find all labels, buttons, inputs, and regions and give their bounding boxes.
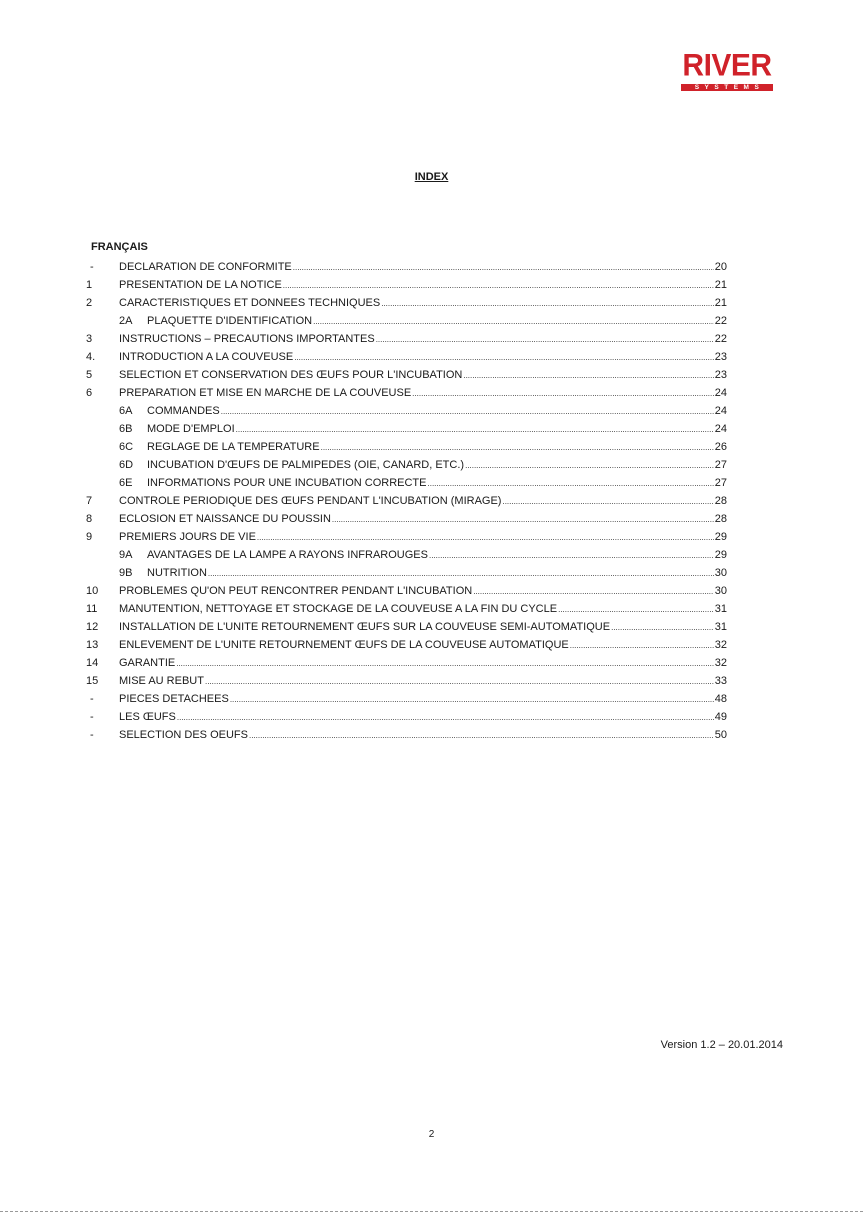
- toc-entry-subcode: 6A: [119, 405, 133, 417]
- toc-entry-page: 21: [714, 279, 727, 291]
- toc-entry[interactable]: [86, 384, 727, 402]
- toc-entry-number: 8: [86, 513, 93, 525]
- toc-entry[interactable]: [86, 546, 727, 564]
- toc-entry-page: 50: [714, 729, 727, 741]
- toc-entry-title: PIECES DETACHEES: [119, 693, 229, 705]
- dot-leader: [429, 547, 714, 565]
- river-systems-logo: [681, 48, 773, 91]
- toc-entry-subcode: 6B: [119, 423, 133, 435]
- dot-leader: [221, 403, 714, 421]
- dot-leader: [313, 313, 714, 331]
- toc-entry-number: 4.: [86, 351, 96, 363]
- toc-entry-number: 3: [86, 333, 93, 345]
- dot-leader: [294, 349, 714, 367]
- toc-entry-page: 28: [714, 513, 727, 525]
- toc-entry-title: NUTRITION: [147, 567, 207, 579]
- toc-entry[interactable]: [86, 312, 727, 330]
- toc-entry-page: 24: [714, 423, 727, 435]
- toc-entry-page: 29: [714, 531, 727, 543]
- toc-entry[interactable]: [86, 600, 727, 618]
- toc-entry-title: INSTALLATION DE L'UNITE RETOURNEMENT ŒUFS SUR LA COUVEUSE SEMI-AUTOMATIQUE: [119, 621, 611, 633]
- dot-leader: [465, 457, 714, 475]
- toc-entry-page: 30: [714, 585, 727, 597]
- toc-entry-number: 6: [86, 387, 93, 399]
- dot-leader: [205, 673, 714, 691]
- toc-entry-subcode: 6E: [119, 477, 133, 489]
- toc-entry-title: INTRODUCTION A LA COUVEUSE: [119, 351, 294, 363]
- toc-entry-title: PREPARATION ET MISE EN MARCHE DE LA COUVEUSE: [119, 387, 412, 399]
- toc-entry-subcode: 6C: [119, 441, 134, 453]
- toc-entry-title: PLAQUETTE D'IDENTIFICATION: [147, 315, 313, 327]
- toc-entry-number: -: [90, 729, 94, 741]
- index-heading: INDEX: [414, 171, 449, 183]
- toc-entry-number: 14: [86, 657, 99, 669]
- toc-entry-subcode: 9B: [119, 567, 133, 579]
- toc-entry-page: 49: [714, 711, 727, 723]
- toc-entry-title: SELECTION ET CONSERVATION DES ŒUFS POUR L'INCUBATION: [119, 369, 463, 381]
- toc-entry-page: 29: [714, 549, 727, 561]
- toc-entry-title: MISE AU REBUT: [119, 675, 204, 687]
- toc-entry-title: DECLARATION DE CONFORMITE: [119, 261, 292, 273]
- toc-entry[interactable]: [86, 582, 727, 600]
- toc-entry-title: SELECTION DES OEUFS: [119, 729, 248, 741]
- toc-entry[interactable]: [86, 294, 727, 312]
- dot-leader: [177, 709, 714, 727]
- dot-leader: [176, 655, 714, 673]
- toc-entry[interactable]: [86, 456, 727, 474]
- toc-entry-number: 12: [86, 621, 99, 633]
- toc-entry-subcode: 6D: [119, 459, 134, 471]
- toc-entry-page: 32: [714, 639, 727, 651]
- toc-entry-page: 24: [714, 387, 727, 399]
- toc-entry[interactable]: [86, 402, 727, 420]
- toc-entry-number: 2: [86, 297, 93, 309]
- toc-entry-title: INFORMATIONS POUR UNE INCUBATION CORRECTE: [147, 477, 427, 489]
- logo-subtitle: SYSTEMS: [681, 84, 773, 91]
- toc-entry-title: ECLOSION ET NAISSANCE DU POUSSIN: [119, 513, 331, 525]
- dot-leader: [230, 691, 714, 709]
- dot-leader: [381, 295, 714, 313]
- toc-entry-page: 23: [714, 369, 727, 381]
- toc-entry[interactable]: [86, 348, 727, 366]
- dot-leader: [249, 727, 714, 745]
- toc-entry-number: 11: [86, 603, 98, 615]
- toc-entry-title: INSTRUCTIONS – PRECAUTIONS IMPORTANTES: [119, 333, 375, 345]
- toc-entry-subcode: 2A: [119, 315, 133, 327]
- toc-entry-page: 33: [714, 675, 727, 687]
- dot-leader: [428, 475, 714, 493]
- bottom-divider: [0, 1211, 863, 1212]
- toc-entry-title: AVANTAGES DE LA LAMPE A RAYONS INFRAROUGES: [147, 549, 428, 561]
- toc-entry-page: 21: [714, 297, 727, 309]
- dot-leader: [283, 277, 714, 295]
- toc-entry-number: -: [90, 711, 94, 723]
- toc-entry[interactable]: [86, 690, 727, 708]
- dot-leader: [293, 259, 714, 277]
- toc-entry-title: PROBLEMES QU'ON PEUT RENCONTRER PENDANT L'INCUBATION: [119, 585, 473, 597]
- toc-entry[interactable]: [86, 726, 727, 744]
- toc-entry-title: LES ŒUFS: [119, 711, 176, 723]
- dot-leader: [332, 511, 714, 529]
- toc-entry-page: 22: [714, 315, 727, 327]
- toc-entry-page: 30: [714, 567, 727, 579]
- toc-entry-page: 23: [714, 351, 727, 363]
- dot-leader: [376, 331, 714, 349]
- dot-leader: [412, 385, 714, 403]
- toc-entry-page: 24: [714, 405, 727, 417]
- toc-entry-title: MANUTENTION, NETTOYAGE ET STOCKAGE DE LA COUVEUSE A LA FIN DU CYCLE: [119, 603, 558, 615]
- dot-leader: [502, 493, 713, 511]
- page-number: 2: [428, 1129, 435, 1140]
- toc-entry[interactable]: [86, 420, 727, 438]
- toc-entry[interactable]: [86, 654, 727, 672]
- toc-entry-page: 22: [714, 333, 727, 345]
- toc-entry[interactable]: [86, 510, 727, 528]
- toc-entry-title: MODE D'EMPLOI: [147, 423, 235, 435]
- toc-entry[interactable]: [86, 438, 727, 456]
- dot-leader: [558, 601, 714, 619]
- toc-entry[interactable]: [86, 276, 727, 294]
- toc-entry-page: 26: [714, 441, 727, 453]
- toc-entry-title: CONTROLE PERIODIQUE DES ŒUFS PENDANT L'INCUBATION (MIRAGE): [119, 495, 502, 507]
- logo-wordmark: RIVER: [682, 48, 772, 83]
- toc-entry-page: 48: [714, 693, 727, 705]
- dot-leader: [611, 619, 714, 637]
- toc-entry-page: 31: [714, 603, 727, 615]
- toc-entry[interactable]: [86, 636, 727, 654]
- toc-entry-number: -: [90, 693, 94, 705]
- toc-entry-page: 27: [714, 477, 727, 489]
- toc-entry-number: 9: [86, 531, 93, 543]
- version-label: Version 1.2 – 20.01.2014: [660, 1039, 783, 1051]
- toc-entry[interactable]: [86, 528, 727, 546]
- toc-entry[interactable]: [86, 474, 727, 492]
- dot-leader: [473, 583, 714, 601]
- dot-leader: [321, 439, 714, 457]
- toc-entry-title: PRESENTATION DE LA NOTICE: [119, 279, 282, 291]
- dot-leader: [208, 565, 714, 583]
- toc-entry-title: COMMANDES: [147, 405, 220, 417]
- toc-entry-subcode: 9A: [119, 549, 133, 561]
- toc-entry[interactable]: [86, 564, 727, 582]
- table-of-contents: [86, 258, 727, 744]
- toc-entry[interactable]: [86, 258, 727, 276]
- toc-entry-title: CARACTERISTIQUES ET DONNEES TECHNIQUES: [119, 297, 381, 309]
- toc-entry[interactable]: [86, 672, 727, 690]
- toc-entry-number: 15: [86, 675, 99, 687]
- toc-entry-number: 13: [86, 639, 99, 651]
- dot-leader: [463, 367, 713, 385]
- toc-entry-title: GARANTIE: [119, 657, 176, 669]
- toc-entry-title: REGLAGE DE LA TEMPERATURE: [147, 441, 320, 453]
- toc-entry[interactable]: [86, 708, 727, 726]
- toc-entry-title: ENLEVEMENT DE L'UNITE RETOURNEMENT ŒUFS DE LA COUVEUSE AUTOMATIQUE: [119, 639, 569, 651]
- toc-entry-page: 20: [714, 261, 727, 273]
- toc-entry-number: 5: [86, 369, 93, 381]
- toc-entry-number: -: [90, 261, 94, 273]
- toc-entry-page: 32: [714, 657, 727, 669]
- toc-entry-page: 31: [714, 621, 727, 633]
- dot-leader: [570, 637, 714, 655]
- toc-entry-title: INCUBATION D'ŒUFS DE PALMIPEDES (OIE, CANARD, ETC.): [147, 459, 465, 471]
- toc-entry-number: 10: [86, 585, 99, 597]
- toc-entry[interactable]: [86, 330, 727, 348]
- language-heading: FRANÇAIS: [91, 241, 148, 253]
- toc-entry[interactable]: [86, 492, 727, 510]
- toc-entry[interactable]: [86, 618, 727, 636]
- dot-leader: [257, 529, 714, 547]
- dot-leader: [236, 421, 714, 439]
- toc-entry-page: 27: [714, 459, 727, 471]
- toc-entry[interactable]: [86, 366, 727, 384]
- toc-entry-title: PREMIERS JOURS DE VIE: [119, 531, 256, 543]
- toc-entry-page: 28: [714, 495, 727, 507]
- toc-entry-number: 1: [86, 279, 93, 291]
- toc-entry-number: 7: [86, 495, 93, 507]
